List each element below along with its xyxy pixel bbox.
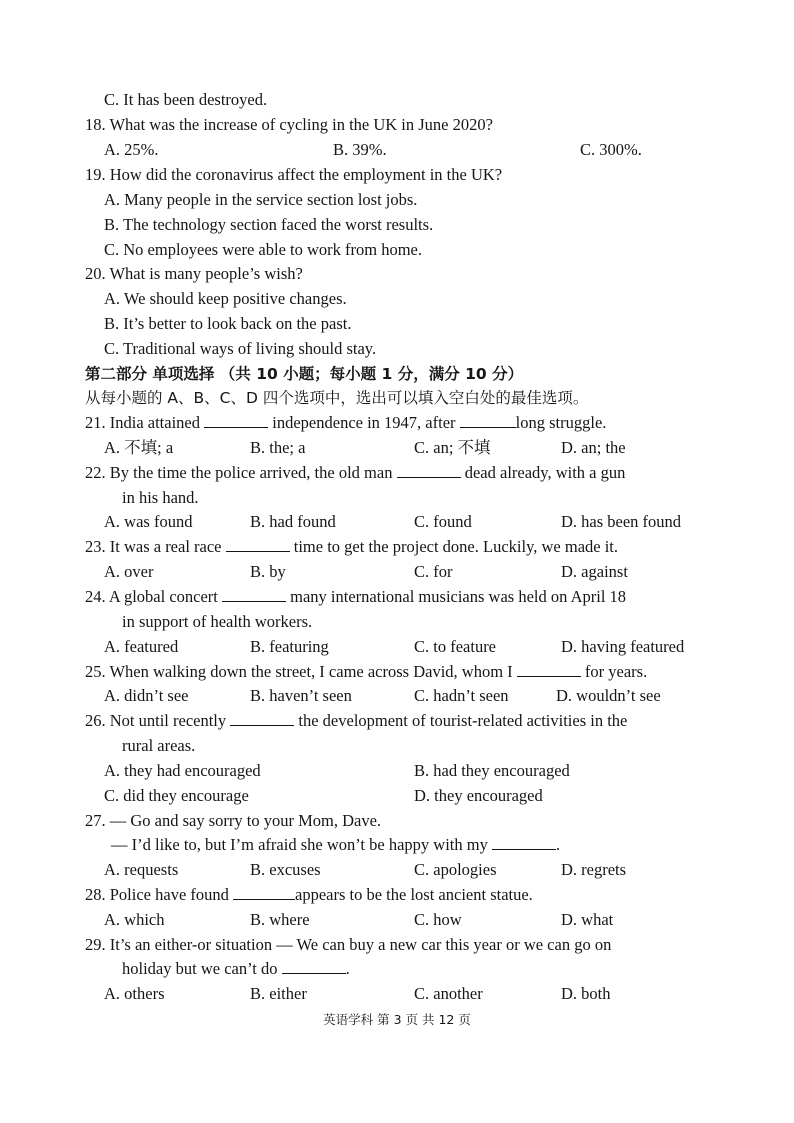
q21-option-c: C. an; 不填	[414, 438, 491, 457]
q25-blank	[517, 662, 581, 677]
q26-stem-continued: rural areas.	[122, 736, 196, 755]
q24-option-a: A. featured	[104, 637, 179, 656]
q21-blank-2	[460, 413, 516, 428]
q24-text-1: 24. A global concert	[85, 587, 223, 606]
q27-text-2: .	[555, 835, 561, 854]
q28-option-d: D. what	[561, 910, 614, 929]
q25-text-1: 25. When walking down the street, I came across David, whom I	[85, 662, 517, 681]
q27-option-b: B. excuses	[250, 860, 321, 879]
q17-option-c: C. It has been destroyed.	[104, 90, 268, 109]
q25-option-a: A. didn’t see	[104, 686, 189, 705]
q26-option-b: B. had they encouraged	[414, 761, 570, 780]
q23-option-a: A. over	[104, 562, 154, 581]
q22-option-d: D. has been found	[561, 512, 682, 531]
q29-option-a: A. others	[104, 984, 165, 1003]
q21-text-1: 21. India attained	[85, 413, 205, 432]
q22-text-2: dead already, with a gun	[460, 463, 626, 482]
q24-option-d: D. having featured	[561, 637, 685, 656]
q26-text-2: the development of tourist-related activities in the	[294, 711, 628, 730]
q26-option-c: C. did they encourage	[104, 786, 249, 805]
q28-text-2: appears to be the lost ancient statue.	[295, 885, 533, 904]
q19-option-b: B. The technology section faced the worst results.	[104, 215, 434, 234]
q29-option-b: B. either	[250, 984, 307, 1003]
q27-option-d: D. regrets	[561, 860, 627, 879]
q29-blank	[282, 959, 346, 974]
q22-stem	[85, 463, 625, 483]
q18-stem: 18. What was the increase of cycling in the UK in June 2020?	[85, 115, 493, 134]
q24-option-b: B. featuring	[250, 637, 329, 656]
q26-text-1: 26. Not until recently	[85, 711, 231, 730]
q22-option-b: B. had found	[250, 512, 336, 531]
q21-text-3: long struggle.	[515, 413, 607, 432]
section-heading: 第二部分 单项选择 （共 10 小题；每小题 1 分，满分 10 分）	[85, 365, 524, 383]
q24-text-2: many international musicians was held on April 18	[286, 587, 627, 606]
q25-option-b: B. haven’t seen	[250, 686, 352, 705]
q28-option-c: C. how	[414, 910, 462, 929]
q27-text-1: — I’d like to, but I’m afraid she won’t be happy with my	[111, 835, 492, 854]
q19-stem: 19. How did the coronavirus affect the employment in the UK?	[85, 165, 503, 184]
page-footer: 英语学科 第 3 页 共 12 页	[323, 1012, 471, 1027]
q23-blank	[226, 537, 290, 552]
q18-option-c: C. 300%.	[580, 140, 642, 159]
q23-text-1: 23. It was a real race	[85, 537, 226, 556]
q23-option-b: B. by	[250, 562, 286, 581]
q29-option-c: C. another	[414, 984, 483, 1003]
q29-text-1: holiday but we can’t do	[122, 959, 282, 978]
q21-blank-1	[204, 413, 268, 428]
q19-option-a: A. Many people in the service section lost jobs.	[104, 190, 418, 209]
q28-option-b: B. where	[250, 910, 310, 929]
q21-option-d: D. an; the	[561, 438, 626, 457]
q26-option-a: A. they had encouraged	[104, 761, 261, 780]
q22-blank	[397, 463, 461, 478]
q20-option-a: A. We should keep positive changes.	[104, 289, 347, 308]
q21-text-2: independence in 1947, after	[268, 413, 460, 432]
q26-stem	[85, 711, 627, 731]
q27-option-a: A. requests	[104, 860, 179, 879]
q25-option-d: D. wouldn’t see	[556, 686, 661, 705]
q25-stem	[85, 662, 647, 682]
q28-text-1: 28. Police have found	[85, 885, 234, 904]
q23-option-c: C. for	[414, 562, 453, 581]
q28-stem	[85, 885, 533, 905]
q25-option-c: C. hadn’t seen	[414, 686, 509, 705]
q22-option-c: C. found	[414, 512, 472, 531]
q27-blank	[492, 835, 556, 850]
q23-option-d: D. against	[561, 562, 628, 581]
q20-option-c: C. Traditional ways of living should stay.	[104, 339, 377, 358]
q24-option-c: C. to feature	[414, 637, 497, 656]
q24-stem	[85, 587, 626, 607]
section-instruction: 从每小题的 A、B、C、D 四个选项中，选出可以填入空白处的最佳选项。	[85, 389, 589, 407]
q24-blank	[222, 587, 286, 602]
q21-option-a: A. 不填; a	[104, 438, 174, 457]
q22-text-1: 22. By the time the police arrived, the old man	[85, 463, 397, 482]
q22-option-a: A. was found	[104, 512, 193, 531]
q27-option-c: C. apologies	[414, 860, 497, 879]
q24-stem-continued: in support of health workers.	[122, 612, 313, 631]
q18-option-b: B. 39%.	[333, 140, 387, 159]
q28-option-a: A. which	[104, 910, 165, 929]
q29-line-2	[122, 959, 350, 979]
q22-stem-continued: in his hand.	[122, 488, 199, 507]
q19-option-c: C. No employees were able to work from home.	[104, 240, 422, 259]
q26-blank	[230, 711, 294, 726]
q21-stem	[85, 413, 606, 433]
q20-option-b: B. It’s better to look back on the past.	[104, 314, 352, 333]
q21-option-b: B. the; a	[250, 438, 306, 457]
q23-stem	[85, 537, 618, 557]
q29-text-2: .	[345, 959, 350, 978]
q29-line-1: 29. It’s an either-or situation — We can buy a new car this year or we can go on	[85, 935, 612, 954]
q27-line-2	[111, 835, 560, 855]
q29-option-d: D. both	[561, 984, 611, 1003]
q20-stem: 20. What is many people’s wish?	[85, 264, 303, 283]
q26-option-d: D. they encouraged	[414, 786, 543, 805]
q27-line-1: 27. — Go and say sorry to your Mom, Dave.	[85, 811, 382, 830]
q23-text-2: time to get the project done. Luckily, we made it.	[289, 537, 619, 556]
q18-option-a: A. 25%.	[104, 140, 159, 159]
q25-text-2: for years.	[580, 662, 648, 681]
q28-blank	[233, 885, 295, 900]
